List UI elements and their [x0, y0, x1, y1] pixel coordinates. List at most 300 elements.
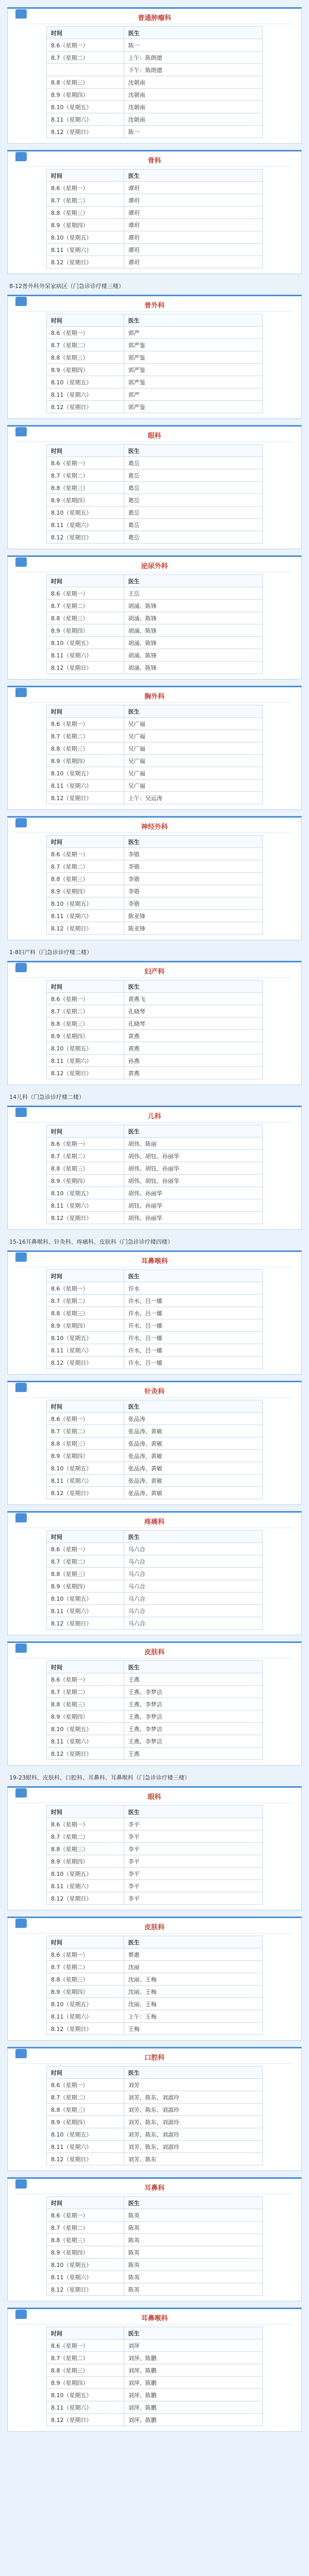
section-badge-icon [15, 1788, 27, 1798]
table-row [47, 126, 263, 138]
doctor-cell: 胡钰、孙丽华 [124, 1199, 263, 1212]
section-badge-icon [15, 2049, 27, 2058]
table-row [47, 1138, 263, 1150]
table-row [47, 1319, 263, 1332]
table-row [47, 1475, 263, 1487]
column-header: 时间 [47, 980, 124, 993]
department-section [7, 1381, 302, 1505]
table-row [47, 207, 263, 219]
table-header-row [47, 27, 263, 39]
doctor-cell: 刘芳、陈东、刘淑玲 [124, 2104, 263, 2116]
department-section [7, 1511, 302, 1635]
date-cell: 8.10（星期五） [47, 231, 124, 244]
doctor-cell: 张品涛、黄敏 [124, 1475, 263, 1487]
department-title: 眼科 [16, 1792, 293, 1803]
table-row [47, 89, 263, 101]
date-cell: 8.9（星期四） [47, 1319, 124, 1332]
column-header: 时间 [47, 1661, 124, 1673]
table-row [47, 2234, 263, 2246]
doctor-cell: 刘芳 [124, 2079, 263, 2091]
doctor-cell: 胡伟、胡钰、孙丽华 [124, 1175, 263, 1187]
column-header: 时间 [47, 1270, 124, 1282]
department-title: 神经外科 [16, 822, 293, 833]
schedule-list [7, 7, 302, 2432]
department-title: 耳鼻科 [16, 2183, 293, 2194]
schedule-card [7, 2177, 302, 2301]
schedule-card [7, 1917, 302, 2041]
doctor-cell: 葛岳 [124, 494, 263, 506]
doctor-cell: 刘萍、陈鹏 [124, 2377, 263, 2389]
doctor-cell: 沈朝南 [124, 76, 263, 89]
doctor-cell: 胡伟、胡钰、孙丽华 [124, 1150, 263, 1162]
date-cell: 8.6（星期一） [47, 1282, 124, 1295]
doctor-cell: 张品涛、黄敏 [124, 1487, 263, 1499]
doctor-cell: 胡伟、陈丽 [124, 1138, 263, 1150]
doctor-cell: 谭玥 [124, 231, 263, 244]
schedule-table [46, 2196, 263, 2296]
doctor-cell: 黄燕 [124, 1030, 263, 1042]
table-row [47, 364, 263, 376]
date-cell: 8.9（星期四） [47, 219, 124, 231]
table-row [47, 1686, 263, 1698]
date-cell: 8.7（星期二） [47, 194, 124, 207]
table-row [47, 910, 263, 922]
doctor-cell: 谭玥 [124, 207, 263, 219]
doctor-cell: 郭严 [124, 327, 263, 339]
date-cell: 8.9（星期四） [47, 1030, 124, 1042]
table-row [47, 993, 263, 1005]
table-row [47, 219, 263, 231]
doctor-cell: 刘芳、陈东、刘淑玲 [124, 2091, 263, 2104]
schedule-card [7, 1641, 302, 1766]
table-row [47, 1555, 263, 1568]
doctor-cell: 许水、吕一娜 [124, 1357, 263, 1369]
date-cell: 8.10（星期五） [47, 1998, 124, 2010]
section-badge-icon [15, 2179, 27, 2189]
table-row [47, 1986, 263, 1998]
schedule-card [7, 295, 302, 419]
schedule-table [46, 705, 263, 804]
doctor-cell: 孙燕 [124, 1055, 263, 1067]
table-row [47, 101, 263, 113]
table-row [47, 1605, 263, 1617]
doctor-cell: 王燕 [124, 1748, 263, 1760]
doctor-cell: 上午：王梅 [124, 2010, 263, 2023]
doctor-cell: 李锴 [124, 885, 263, 897]
doctor-cell: 刘萍、陈鹏 [124, 2352, 263, 2364]
column-header: 医生 [124, 1531, 263, 1543]
table-row [47, 1543, 263, 1555]
schedule-card [7, 961, 302, 1085]
table-row [47, 1617, 263, 1630]
table-row [47, 244, 263, 256]
schedule-card [7, 2308, 302, 2432]
table-row [47, 1843, 263, 1855]
table-row [47, 1175, 263, 1187]
department-section [7, 686, 302, 810]
date-cell: 8.10（星期五） [47, 1187, 124, 1199]
table-header-row [47, 170, 263, 182]
table-row [47, 1055, 263, 1067]
table-row [47, 2259, 263, 2271]
schedule-card [7, 7, 302, 144]
doctor-cell: 葛岳 [124, 531, 263, 544]
schedule-table [46, 314, 263, 413]
doctor-cell: 郭严鉴 [124, 351, 263, 364]
date-cell: 8.8（星期三） [47, 1843, 124, 1855]
schedule-table [46, 574, 263, 674]
table-row [47, 2283, 263, 2296]
doctor-cell: 许水、吕一娜 [124, 1332, 263, 1344]
section-badge-icon [15, 1252, 27, 1262]
table-row [47, 2153, 263, 2165]
table-row [47, 1998, 263, 2010]
schedule-card [7, 686, 302, 810]
date-cell: 8.7（星期二） [47, 469, 124, 482]
column-header: 时间 [47, 1806, 124, 1818]
table-row [47, 401, 263, 413]
department-section [7, 1236, 302, 1375]
department-section [7, 1091, 302, 1230]
doctor-cell: 郭严鉴 [124, 339, 263, 351]
table-row [47, 718, 263, 730]
table-row [47, 1710, 263, 1723]
table-row [47, 1818, 263, 1831]
table-row [47, 1018, 263, 1030]
table-row [47, 2010, 263, 2023]
schedule-table [46, 1530, 263, 1630]
table-row [47, 1673, 263, 1686]
table-row [47, 662, 263, 674]
table-row [47, 64, 263, 76]
table-row [47, 922, 263, 935]
table-row [47, 1042, 263, 1055]
table-row [47, 1831, 263, 1843]
column-header: 医生 [124, 27, 263, 39]
date-cell: 8.10（星期五） [47, 2259, 124, 2271]
department-title: 皮肤科 [16, 1922, 293, 1934]
department-title: 胸外科 [16, 691, 293, 703]
doctor-cell: 黄燕飞 [124, 993, 263, 1005]
date-cell: 8.8（星期三） [47, 1018, 124, 1030]
doctor-cell: 许水、吕一娜 [124, 1307, 263, 1319]
column-header: 时间 [47, 1125, 124, 1138]
date-cell: 8.11（星期六） [47, 1475, 124, 1487]
doctor-cell: 张品涛、黄敏 [124, 1425, 263, 1437]
table-row [47, 2401, 263, 2414]
date-cell: 8.11（星期六） [47, 2141, 124, 2153]
date-cell: 8.12（星期日） [47, 1617, 124, 1630]
date-cell: 8.12（星期日） [47, 1892, 124, 1905]
section-note: 15-16耳鼻喉科、针灸科、疼痛科、皮肤科（门急诊诊疗楼四楼） [9, 1239, 173, 1245]
column-header: 时间 [47, 705, 124, 718]
column-header: 医生 [124, 2066, 263, 2079]
doctor-cell: 王燕、李梦洁 [124, 1698, 263, 1710]
doctor-cell: 刘萍、陈鹏 [124, 2401, 263, 2414]
doctor-cell: 郭严 [124, 388, 263, 401]
date-cell: 8.12（星期日） [47, 401, 124, 413]
column-header: 时间 [47, 2066, 124, 2079]
table-row [47, 1580, 263, 1592]
schedule-card [7, 1381, 302, 1505]
schedule-card [7, 150, 302, 274]
section-badge-icon [15, 297, 27, 306]
table-header-row [47, 836, 263, 848]
doctor-cell: 陈一 [124, 39, 263, 52]
date-cell: 8.6（星期一） [47, 182, 124, 194]
doctor-cell: 陈英 [124, 2283, 263, 2296]
table-row [47, 885, 263, 897]
section-badge-icon [15, 963, 27, 972]
date-cell: 8.6（星期一） [47, 39, 124, 52]
date-cell: 8.7（星期二） [47, 339, 124, 351]
department-title: 疼痛科 [16, 1517, 293, 1528]
schedule-card [7, 1511, 302, 1635]
doctor-cell: 刘芳、陈东、刘淑玲 [124, 2116, 263, 2128]
table-row [47, 469, 263, 482]
column-header: 医生 [124, 705, 263, 718]
date-cell: 8.10（星期五） [47, 1332, 124, 1344]
table-row [47, 637, 263, 649]
column-header: 时间 [47, 314, 124, 327]
table-row [47, 755, 263, 767]
doctor-cell: 胡涌、陈锋 [124, 612, 263, 624]
table-row [47, 1199, 263, 1212]
date-cell: 8.12（星期日） [47, 2414, 124, 2426]
table-row [47, 2352, 263, 2364]
schedule-table [46, 1125, 263, 1224]
table-row [47, 531, 263, 544]
date-cell: 8.11（星期六） [47, 113, 124, 126]
column-header: 时间 [47, 836, 124, 848]
department-section [7, 425, 302, 549]
column-header: 医生 [124, 1270, 263, 1282]
date-cell: 8.7（星期二） [47, 1831, 124, 1843]
date-cell: 8.11（星期六） [47, 519, 124, 531]
date-cell: 8.6（星期一） [47, 1413, 124, 1425]
table-row [47, 1413, 263, 1425]
date-cell: 8.12（星期日） [47, 126, 124, 138]
doctor-cell: 沈朝南 [124, 113, 263, 126]
date-cell: 8.8（星期三） [47, 1973, 124, 1986]
doctor-cell: 郭严鉴 [124, 376, 263, 388]
doctor-cell: 黄燕 [124, 1067, 263, 1079]
doctor-cell: 李平 [124, 1868, 263, 1880]
doctor-cell: 李平 [124, 1843, 263, 1855]
table-row [47, 339, 263, 351]
date-cell: 8.6（星期一） [47, 327, 124, 339]
table-row [47, 779, 263, 792]
table-row [47, 2128, 263, 2141]
table-row [47, 1437, 263, 1450]
column-header: 医生 [124, 1806, 263, 1818]
doctor-cell: 王燕、李梦洁 [124, 1735, 263, 1748]
section-note: 8-12普外科外呆家病区（门急诊诊疗楼三楼） [9, 283, 124, 290]
table-row [47, 1973, 263, 1986]
date-cell: 8.8（星期三） [47, 1568, 124, 1580]
doctor-cell: 许水、吕一娜 [124, 1344, 263, 1357]
schedule-table [46, 1400, 263, 1499]
doctor-cell: 葛岳 [124, 519, 263, 531]
schedule-table [46, 1805, 263, 1905]
table-row [47, 1748, 263, 1760]
date-cell: 8.7（星期二） [47, 1005, 124, 1018]
schedule-table [46, 1660, 263, 1760]
doctor-cell: 张品涛、黄敏 [124, 1462, 263, 1475]
date-cell: 8.8（星期三） [47, 873, 124, 885]
section-badge-icon [15, 1383, 27, 1392]
doctor-cell: 胡涌、陈锋 [124, 637, 263, 649]
table-row [47, 1162, 263, 1175]
date-cell: 8.9（星期四） [47, 1580, 124, 1592]
section-note: 14儿科（门急诊诊疗楼二楼） [9, 1094, 84, 1100]
doctor-cell: 葛岳 [124, 482, 263, 494]
column-header: 时间 [47, 1936, 124, 1948]
table-row [47, 1880, 263, 1892]
schedule-card [7, 1250, 302, 1375]
date-cell: 8.8（星期三） [47, 742, 124, 755]
doctor-cell: 李平 [124, 1831, 263, 1843]
column-header: 医生 [124, 836, 263, 848]
doctor-cell: 陈英 [124, 2271, 263, 2283]
table-header-row [47, 575, 263, 587]
schedule-card [7, 816, 302, 940]
table-row [47, 2340, 263, 2352]
date-cell: 8.8（星期三） [47, 612, 124, 624]
doctor-cell: 谭玥 [124, 256, 263, 268]
department-title: 泌尿外科 [16, 561, 293, 572]
table-row [47, 2091, 263, 2104]
date-cell: 8.7（星期二） [47, 2222, 124, 2234]
schedule-table [46, 1936, 263, 2035]
date-cell: 8.6（星期一） [47, 2209, 124, 2222]
date-cell: 8.7（星期二） [47, 600, 124, 612]
date-cell: 8.10（星期五） [47, 1592, 124, 1605]
department-section [7, 2047, 302, 2171]
table-row [47, 1187, 263, 1199]
column-header: 医生 [124, 1400, 263, 1413]
department-section [7, 280, 302, 419]
table-row [47, 848, 263, 860]
doctor-cell: 许水、吕一娜 [124, 1319, 263, 1332]
column-header: 医生 [124, 445, 263, 457]
doctor-cell: 刘芳、陈东、刘淑玲 [124, 2128, 263, 2141]
column-header: 时间 [47, 575, 124, 587]
doctor-cell: 沈朝南 [124, 101, 263, 113]
date-cell: 8.11（星期六） [47, 910, 124, 922]
date-cell: 8.8（星期三） [47, 1698, 124, 1710]
column-header: 时间 [47, 445, 124, 457]
table-row [47, 1357, 263, 1369]
doctor-cell: 沈丽 [124, 1961, 263, 1973]
doctor-cell: 李平 [124, 1818, 263, 1831]
table-header-row [47, 1531, 263, 1543]
table-row [47, 1462, 263, 1475]
date-cell: 8.11（星期六） [47, 1199, 124, 1212]
date-cell: 8.10（星期五） [47, 1868, 124, 1880]
date-cell: 8.9（星期四） [47, 1450, 124, 1462]
doctor-cell: 吴广福 [124, 755, 263, 767]
date-cell: 8.10（星期五） [47, 2128, 124, 2141]
date-cell: 8.8（星期三） [47, 76, 124, 89]
doctor-cell: 胡涌、陈锋 [124, 649, 263, 662]
date-cell: 8.6（星期一） [47, 1673, 124, 1686]
date-cell: 8.11（星期六） [47, 1735, 124, 1748]
schedule-card [7, 1786, 302, 1910]
doctor-cell: 刘萍 [124, 2340, 263, 2352]
date-cell: 8.10（星期五） [47, 2389, 124, 2401]
date-cell: 8.7（星期二） [47, 52, 124, 64]
date-cell: 8.7（星期二） [47, 2091, 124, 2104]
table-header-row [47, 445, 263, 457]
section-badge-icon [15, 557, 27, 567]
doctor-cell: 王燕 [124, 1673, 263, 1686]
date-cell: 8.11（星期六） [47, 779, 124, 792]
date-cell: 8.7（星期二） [47, 1150, 124, 1162]
date-cell: 8.11（星期六） [47, 244, 124, 256]
department-section [7, 1917, 302, 2041]
date-cell: 8.12（星期日） [47, 2153, 124, 2165]
table-row [47, 873, 263, 885]
table-row [47, 39, 263, 52]
date-cell: 8.10（星期五） [47, 1462, 124, 1475]
table-row [47, 2271, 263, 2283]
doctor-cell: 吴广福 [124, 718, 263, 730]
table-row [47, 1030, 263, 1042]
date-cell: 8.10（星期五） [47, 897, 124, 910]
date-cell: 8.9（星期四） [47, 2246, 124, 2259]
doctor-cell: 孔晓琴 [124, 1018, 263, 1030]
section-badge-icon [15, 9, 27, 19]
doctor-cell: 胡涌、陈锋 [124, 600, 263, 612]
doctor-cell: 沈丽、王梅 [124, 1986, 263, 1998]
doctor-cell: 胡伟、孙丽华 [124, 1212, 263, 1224]
doctor-cell: 马六合 [124, 1568, 263, 1580]
table-row [47, 1307, 263, 1319]
table-row [47, 1005, 263, 1018]
table-row [47, 2246, 263, 2259]
table-row [47, 2023, 263, 2035]
table-row [47, 1868, 263, 1880]
table-row [47, 52, 263, 64]
column-header: 医生 [124, 980, 263, 993]
table-header-row [47, 1661, 263, 1673]
date-cell: 8.7（星期二） [47, 860, 124, 873]
date-cell: 8.11（星期六） [47, 1880, 124, 1892]
column-header: 时间 [47, 27, 124, 39]
table-row [47, 2116, 263, 2128]
doctor-cell: 谭玥 [124, 194, 263, 207]
date-cell [47, 64, 124, 76]
table-row [47, 1212, 263, 1224]
table-row [47, 1948, 263, 1961]
date-cell: 8.6（星期一） [47, 1543, 124, 1555]
doctor-cell: 谭玥 [124, 244, 263, 256]
date-cell: 8.10（星期五） [47, 767, 124, 779]
department-section [7, 946, 302, 1085]
column-header: 时间 [47, 2197, 124, 2209]
table-row [47, 2389, 263, 2401]
table-header-row [47, 2327, 263, 2340]
date-cell: 8.9（星期四） [47, 755, 124, 767]
doctor-cell: 沈丽、王梅 [124, 1998, 263, 2010]
table-row [47, 2222, 263, 2234]
date-cell: 8.9（星期四） [47, 494, 124, 506]
date-cell: 8.6（星期一） [47, 1138, 124, 1150]
department-title: 针灸科 [16, 1386, 293, 1398]
date-cell: 8.6（星期一） [47, 457, 124, 469]
doctor-cell: 孔晓琴 [124, 1005, 263, 1018]
